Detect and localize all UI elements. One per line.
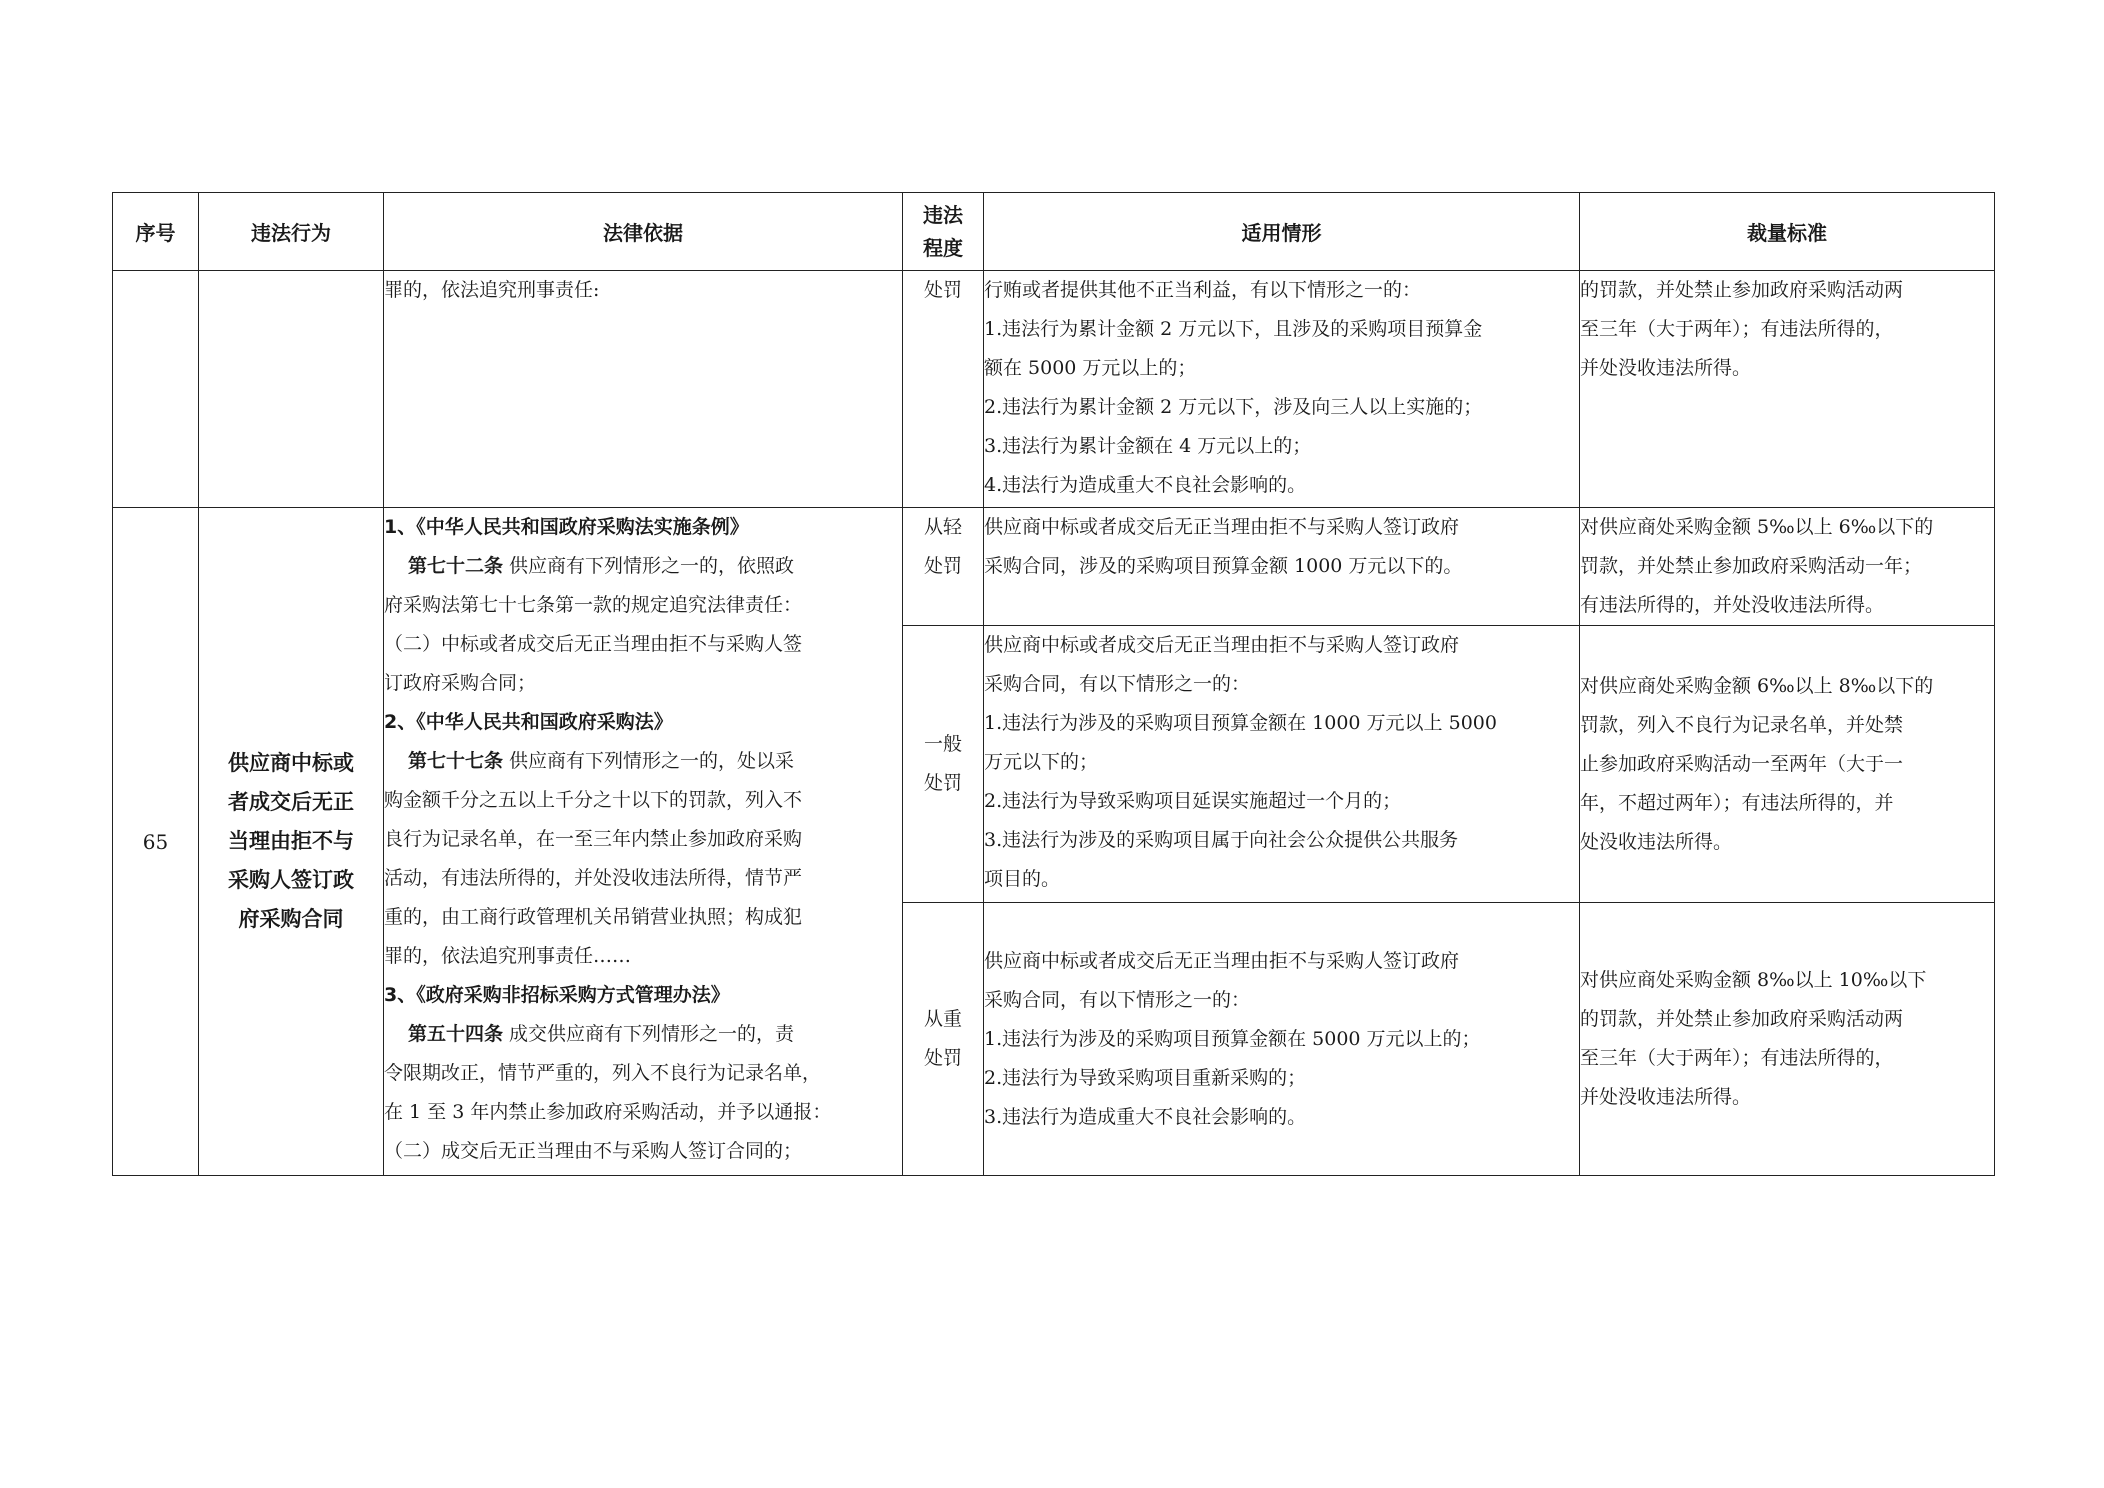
header-standard: 裁量标准	[1580, 193, 1995, 271]
standard-heavy-line: 并处没收违法所得。	[1580, 1086, 1752, 1108]
situation-general-line: 3.违法行为涉及的采购项目属于向社会公众提供公共服务	[984, 829, 1459, 851]
art54-rest-line: 在 1 至 3 年内禁止参加政府采购活动，并予以通报：	[384, 1101, 832, 1123]
art72-line	[384, 547, 902, 586]
header-degree	[903, 193, 984, 271]
standard-light-cell	[1580, 508, 1995, 626]
cont-standard-line: 并处没收违法所得。	[1580, 357, 1752, 379]
table-row-continued	[113, 271, 1995, 508]
standard-heavy-line: 的罚款，并处禁止参加政府采购活动两	[1580, 1008, 1904, 1030]
situation-light-line: 供应商中标或者成交后无正当理由拒不与采购人签订政府	[984, 516, 1460, 538]
cont-basis-text: 罪的，依法追究刑事责任:	[384, 279, 600, 301]
row65-behavior-line: 当理由拒不与	[228, 829, 354, 853]
art72-rest-line: （二）中标或者成交后无正当理由拒不与采购人签	[384, 633, 803, 655]
header-degree-text: 违法程度	[923, 202, 963, 260]
standard-light-line: 对供应商处采购金额 5‰以上 6‰以下的	[1580, 516, 1934, 538]
law3-title: 3、《政府采购非招标采购方式管理办法》	[384, 984, 730, 1006]
art72-rest-line: 府采购法第七十七条第一款的规定追究法律责任：	[384, 594, 803, 616]
row65-seq-cell	[113, 508, 199, 1176]
cont-situation-line: 2.违法行为累计金额 2 万元以下，涉及向三人以上实施的；	[984, 396, 1483, 418]
standard-heavy-cell	[1580, 903, 1995, 1176]
art77-line	[384, 742, 902, 781]
art54-line	[384, 1015, 902, 1054]
header-situation: 适用情形	[984, 193, 1580, 271]
cont-situation-line: 额在 5000 万元以上的；	[984, 357, 1197, 379]
row65-seq: 65	[142, 829, 169, 854]
art54-label: 第五十四条	[408, 1023, 504, 1045]
cont-degree-text: 处罚	[923, 279, 962, 301]
degree-light-cell	[903, 508, 984, 626]
cont-behavior-cell	[199, 271, 384, 508]
standard-heavy-line: 对供应商处采购金额 8‰以上 10‰以下	[1580, 969, 1927, 991]
cont-seq-cell	[113, 271, 199, 508]
art72-label: 第七十二条	[408, 555, 504, 577]
table-header-row	[113, 193, 1995, 271]
cont-degree-cell	[903, 271, 984, 508]
art77-rest-line: 良行为记录名单，在一至三年内禁止参加政府采购	[384, 828, 803, 850]
art54-first: 成交供应商有下列情形之一的，责	[503, 1023, 795, 1045]
header-seq: 序号	[113, 193, 199, 271]
degree-heavy-cell	[903, 903, 984, 1176]
row65-behavior-line: 供应商中标或	[228, 751, 354, 775]
art77-rest-line: 罪的，依法追究刑事责任……	[384, 945, 632, 967]
situation-general-line: 项目的。	[984, 868, 1061, 890]
standard-general-line: 止参加政府采购活动一至两年（大于一	[1580, 752, 1904, 775]
row65-behavior-line: 采购人签订政	[228, 868, 354, 892]
standard-general-line: 处没收违法所得。	[1580, 830, 1733, 853]
standard-light-line: 有违法所得的，并处没收违法所得。	[1580, 594, 1885, 616]
situation-heavy-line: 供应商中标或者成交后无正当理由拒不与采购人签订政府	[984, 949, 1460, 972]
situation-general-line: 采购合同，有以下情形之一的：	[984, 673, 1251, 695]
cont-basis-cell	[384, 271, 903, 508]
degree-general-line: 处罚	[923, 772, 962, 794]
cont-standard-line: 至三年（大于两年）；有违法所得的，	[1580, 318, 1894, 340]
situation-light-line: 采购合同，涉及的采购项目预算金额 1000 万元以下的。	[984, 555, 1463, 577]
cont-situation-line: 行贿或者提供其他不正当利益，有以下情形之一的：	[984, 279, 1422, 301]
penalty-discretion-table	[112, 192, 1995, 1176]
situation-general-line: 供应商中标或者成交后无正当理由拒不与采购人签订政府	[984, 634, 1460, 656]
standard-heavy-line: 至三年（大于两年）；有违法所得的，	[1580, 1047, 1894, 1069]
art72-rest-line: 订政府采购合同；	[384, 672, 537, 694]
row65-basis-cell	[384, 508, 903, 1176]
degree-general-cell	[903, 626, 984, 903]
situation-heavy-line: 采购合同，有以下情形之一的：	[984, 988, 1251, 1011]
art54-rest-line: （二）成交后无正当理由不与采购人签订合同的；	[384, 1140, 803, 1162]
standard-light-line: 罚款，并处禁止参加政府采购活动一年；	[1580, 555, 1923, 577]
degree-heavy-line: 处罚	[923, 1047, 962, 1069]
standard-general-cell	[1580, 626, 1995, 903]
law2-title: 2、《中华人民共和国政府采购法》	[384, 711, 673, 733]
art77-rest-line: 重的，由工商行政管理机关吊销营业执照；构成犯	[384, 906, 803, 928]
art77-label: 第七十七条	[408, 750, 504, 772]
law1-title: 1、《中华人民共和国政府采购法实施条例》	[384, 516, 749, 538]
situation-light-cell	[984, 508, 1580, 626]
table-row-65-light	[113, 508, 1995, 626]
art72-first: 供应商有下列情形之一的，依照政	[503, 555, 795, 577]
standard-general-line: 罚款，列入不良行为记录名单，并处禁	[1580, 713, 1904, 736]
situation-general-line: 万元以下的；	[984, 751, 1099, 773]
cont-situation-line: 1.违法行为累计金额 2 万元以下，且涉及的采购项目预算金	[984, 318, 1483, 340]
cont-situation-line: 3.违法行为累计金额在 4 万元以上的；	[984, 435, 1312, 457]
situation-heavy-line: 2.违法行为导致采购项目重新采购的；	[984, 1066, 1307, 1089]
situation-general-line: 1.违法行为涉及的采购项目预算金额在 1000 万元以上 5000	[984, 712, 1497, 734]
art77-rest-line: 活动，有违法所得的，并处没收违法所得，情节严	[384, 867, 803, 889]
cont-standard-line: 的罚款，并处禁止参加政府采购活动两	[1580, 279, 1904, 301]
degree-light-line: 处罚	[923, 555, 962, 577]
situation-heavy-line: 3.违法行为造成重大不良社会影响的。	[984, 1105, 1307, 1128]
situation-heavy-cell	[984, 903, 1580, 1176]
situation-heavy-line: 1.违法行为涉及的采购项目预算金额在 5000 万元以上的；	[984, 1027, 1481, 1050]
degree-general-line: 一般	[923, 733, 962, 755]
row65-behavior-line: 者成交后无正	[228, 790, 354, 814]
degree-heavy-line: 从重	[923, 1008, 962, 1030]
row65-behavior-cell	[199, 508, 384, 1176]
header-behavior: 违法行为	[199, 193, 384, 271]
standard-general-line: 年，不超过两年）；有违法所得的，并	[1580, 791, 1894, 814]
cont-situation-cell	[984, 271, 1580, 508]
situation-general-line: 2.违法行为导致采购项目延误实施超过一个月的；	[984, 790, 1402, 812]
situation-general-cell	[984, 626, 1580, 903]
degree-light-line: 从轻	[923, 516, 962, 538]
cont-standard-cell	[1580, 271, 1995, 508]
cont-situation-line: 4.违法行为造成重大不良社会影响的。	[984, 474, 1307, 496]
row65-behavior-line: 府采购合同	[238, 907, 344, 931]
standard-general-line: 对供应商处采购金额 6‰以上 8‰以下的	[1580, 674, 1934, 697]
art54-rest-line: 令限期改正，情节严重的，列入不良行为记录名单，	[384, 1062, 822, 1084]
header-basis: 法律依据	[384, 193, 903, 271]
art77-first: 供应商有下列情形之一的，处以采	[503, 750, 795, 772]
art77-rest-line: 购金额千分之五以上千分之十以下的罚款，列入不	[384, 789, 803, 811]
